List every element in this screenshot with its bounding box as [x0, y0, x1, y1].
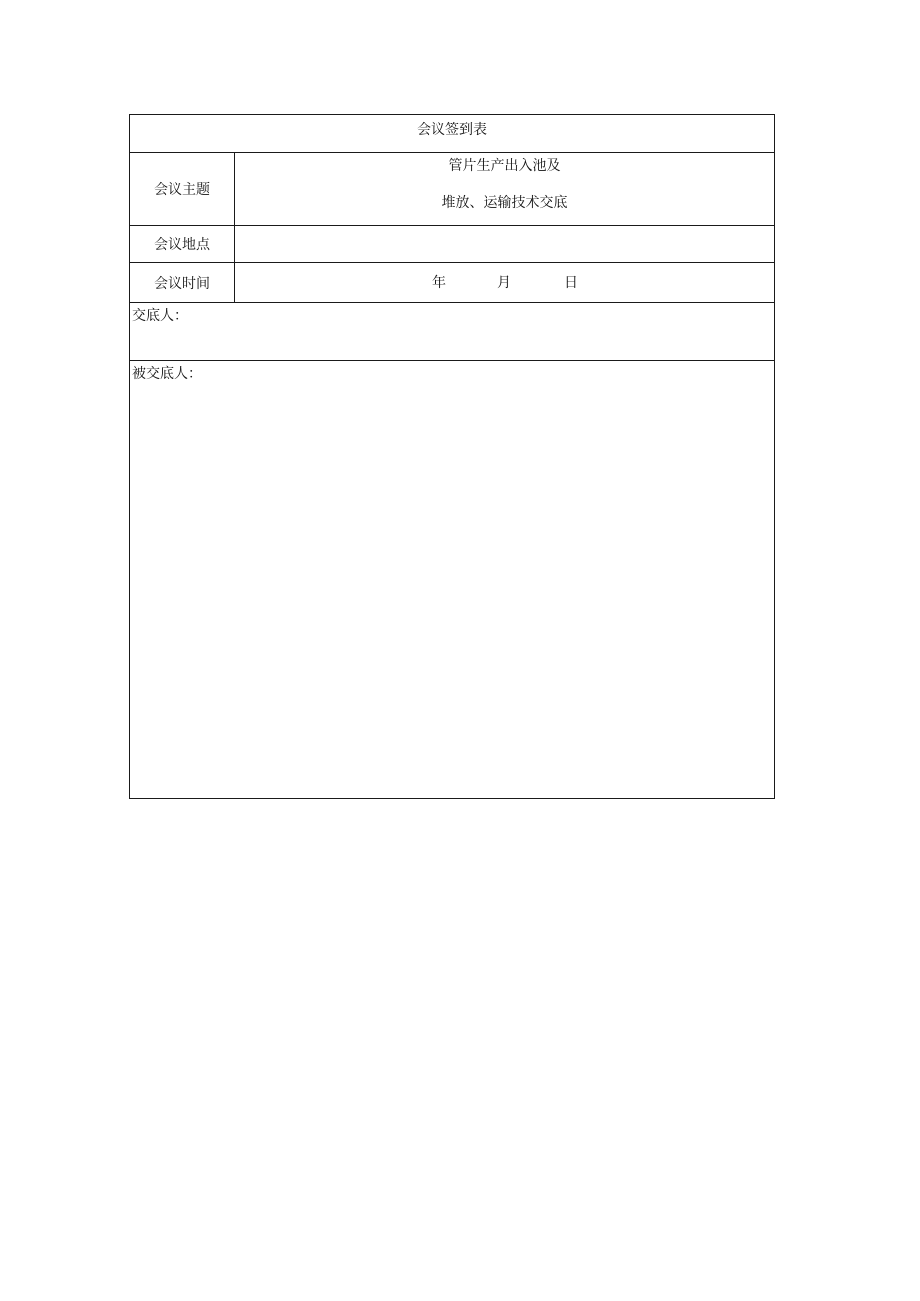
- topic-value-cell[interactable]: [235, 153, 774, 225]
- location-label: 会议地点: [130, 226, 235, 262]
- date-year-label: 年: [432, 275, 446, 291]
- presenter-row[interactable]: [130, 303, 774, 361]
- topic-line-1: 管片生产出入池及: [448, 158, 561, 174]
- form-title-row: [130, 115, 774, 153]
- attendees-label: 被交底人：: [132, 366, 202, 382]
- sign-in-form: [129, 114, 775, 799]
- time-row: [130, 263, 774, 303]
- date-day-label: 日: [564, 275, 578, 291]
- topic-label: 会议主题: [130, 153, 235, 225]
- time-value-field[interactable]: [235, 263, 774, 302]
- attendees-row[interactable]: [130, 361, 774, 798]
- topic-row: [130, 153, 774, 226]
- form-title: 会议签到表: [417, 122, 487, 138]
- location-value-field[interactable]: [235, 226, 774, 262]
- time-label: 会议时间: [130, 263, 235, 302]
- date-month-label: 月: [497, 275, 511, 291]
- presenter-label: 交底人：: [132, 308, 188, 324]
- location-row: [130, 226, 774, 263]
- topic-line-2: 堆放、运输技术交底: [441, 195, 568, 211]
